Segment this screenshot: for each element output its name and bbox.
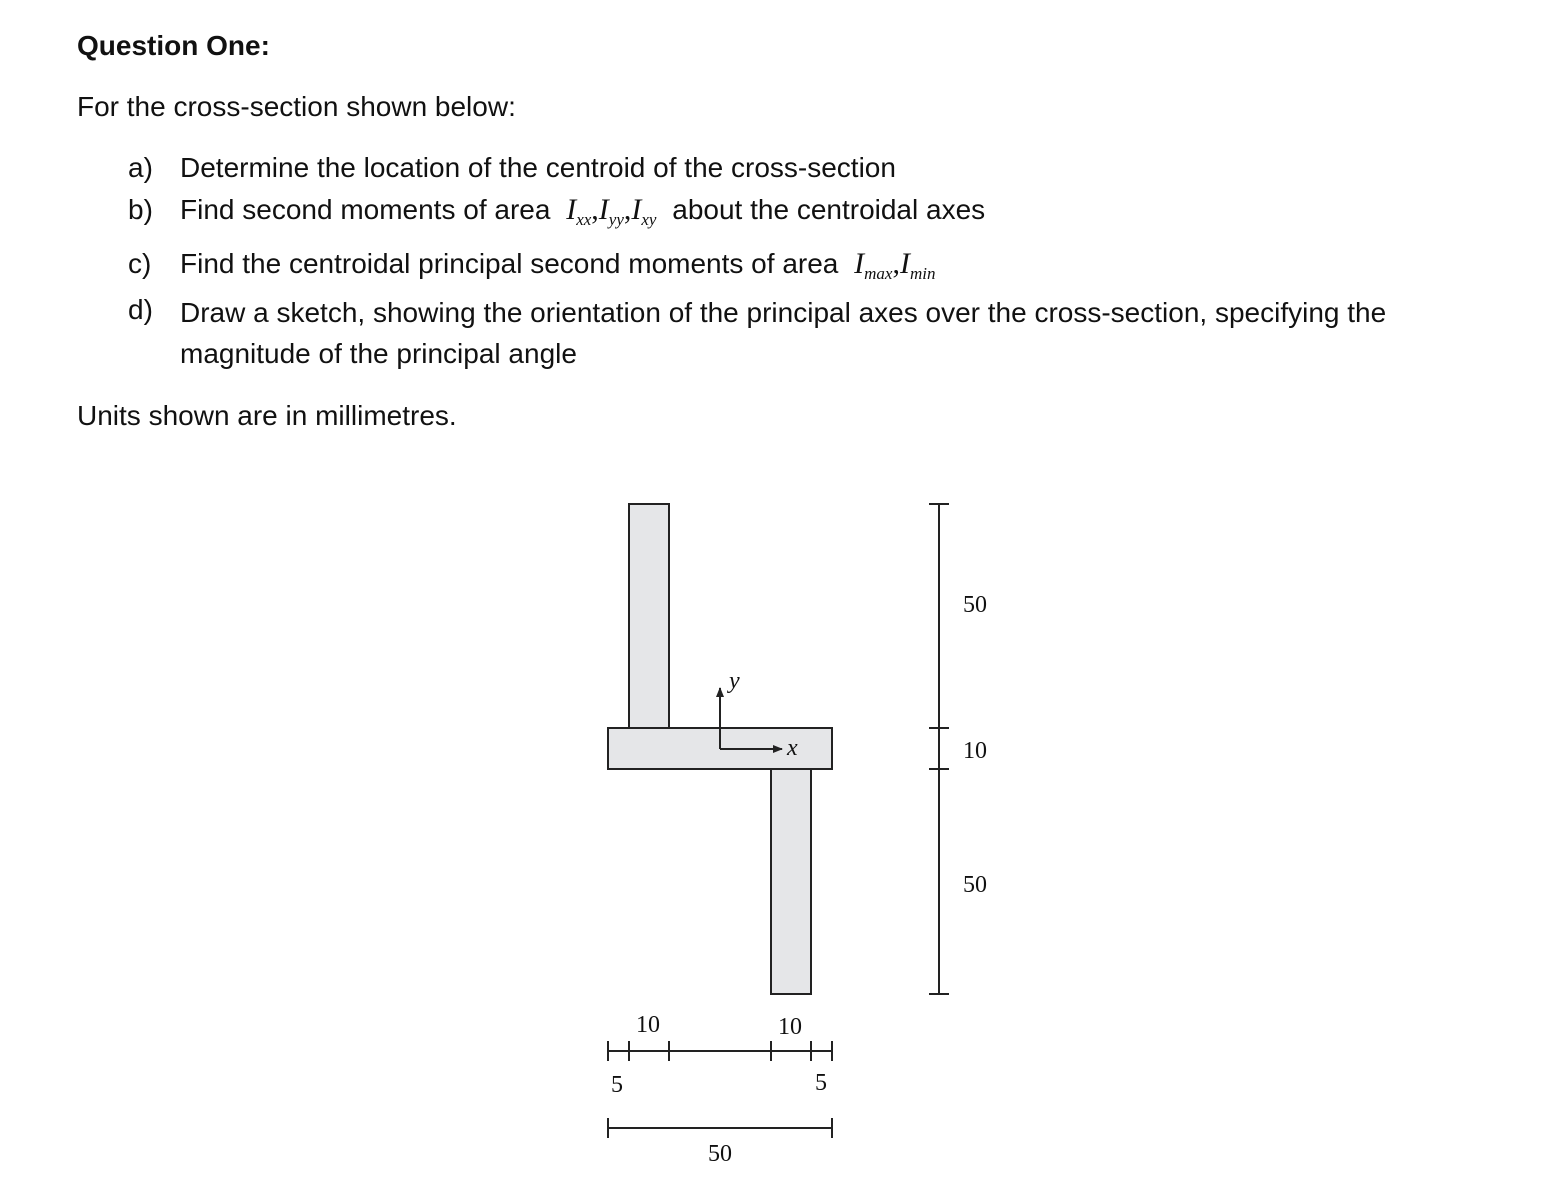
list-marker: c) bbox=[128, 248, 152, 279]
dim-top-height-label: 50 bbox=[963, 592, 987, 618]
list-item-text-after: about the centroidal axes bbox=[672, 194, 986, 225]
moment-symbols: $I_{xx},I_{yy},I_{xy}$ bbox=[566, 193, 657, 229]
dim-bottom-web-width-label: 10 bbox=[778, 1014, 802, 1040]
list-marker: b) bbox=[128, 194, 153, 225]
dim-top-web-width-label: 10 bbox=[636, 1012, 660, 1038]
dim-bottom-height-label: 50 bbox=[963, 872, 987, 898]
vertical-dimension bbox=[929, 504, 949, 994]
list-item-text: Find the centroidal principal second moments of area bbox=[180, 248, 839, 279]
dim-total-width-label: 50 bbox=[708, 1141, 732, 1167]
list-marker: d) bbox=[128, 294, 153, 325]
dim-flange-thickness-label: 10 bbox=[963, 738, 987, 764]
units-note: Units shown are in millimetres. bbox=[77, 400, 457, 431]
list-marker: a) bbox=[128, 152, 153, 183]
question-heading: Question One: bbox=[77, 30, 270, 61]
intro-text: For the cross-section shown below: bbox=[77, 91, 516, 122]
list-item-text: Determine the location of the centroid of the cross-section bbox=[180, 152, 896, 183]
list-item-text: Draw a sketch, showing the orientation of the principal axes over the cross-section, specifying the magnitude of the principal angle bbox=[180, 297, 1387, 369]
horizontal-dimension-total bbox=[608, 1118, 832, 1138]
top-web bbox=[629, 504, 669, 728]
list-item-text: Find second moments of area bbox=[180, 194, 551, 225]
y-axis-label: y bbox=[729, 668, 740, 694]
dim-right-offset-label: 5 bbox=[815, 1070, 827, 1096]
bottom-web bbox=[771, 769, 811, 994]
dim-left-offset-label: 5 bbox=[611, 1072, 623, 1098]
horizontal-dimension-upper bbox=[608, 1041, 832, 1061]
principal-moment-symbols: $I_{max},I_{min}$ bbox=[854, 247, 936, 283]
x-axis-label: x bbox=[787, 735, 798, 761]
